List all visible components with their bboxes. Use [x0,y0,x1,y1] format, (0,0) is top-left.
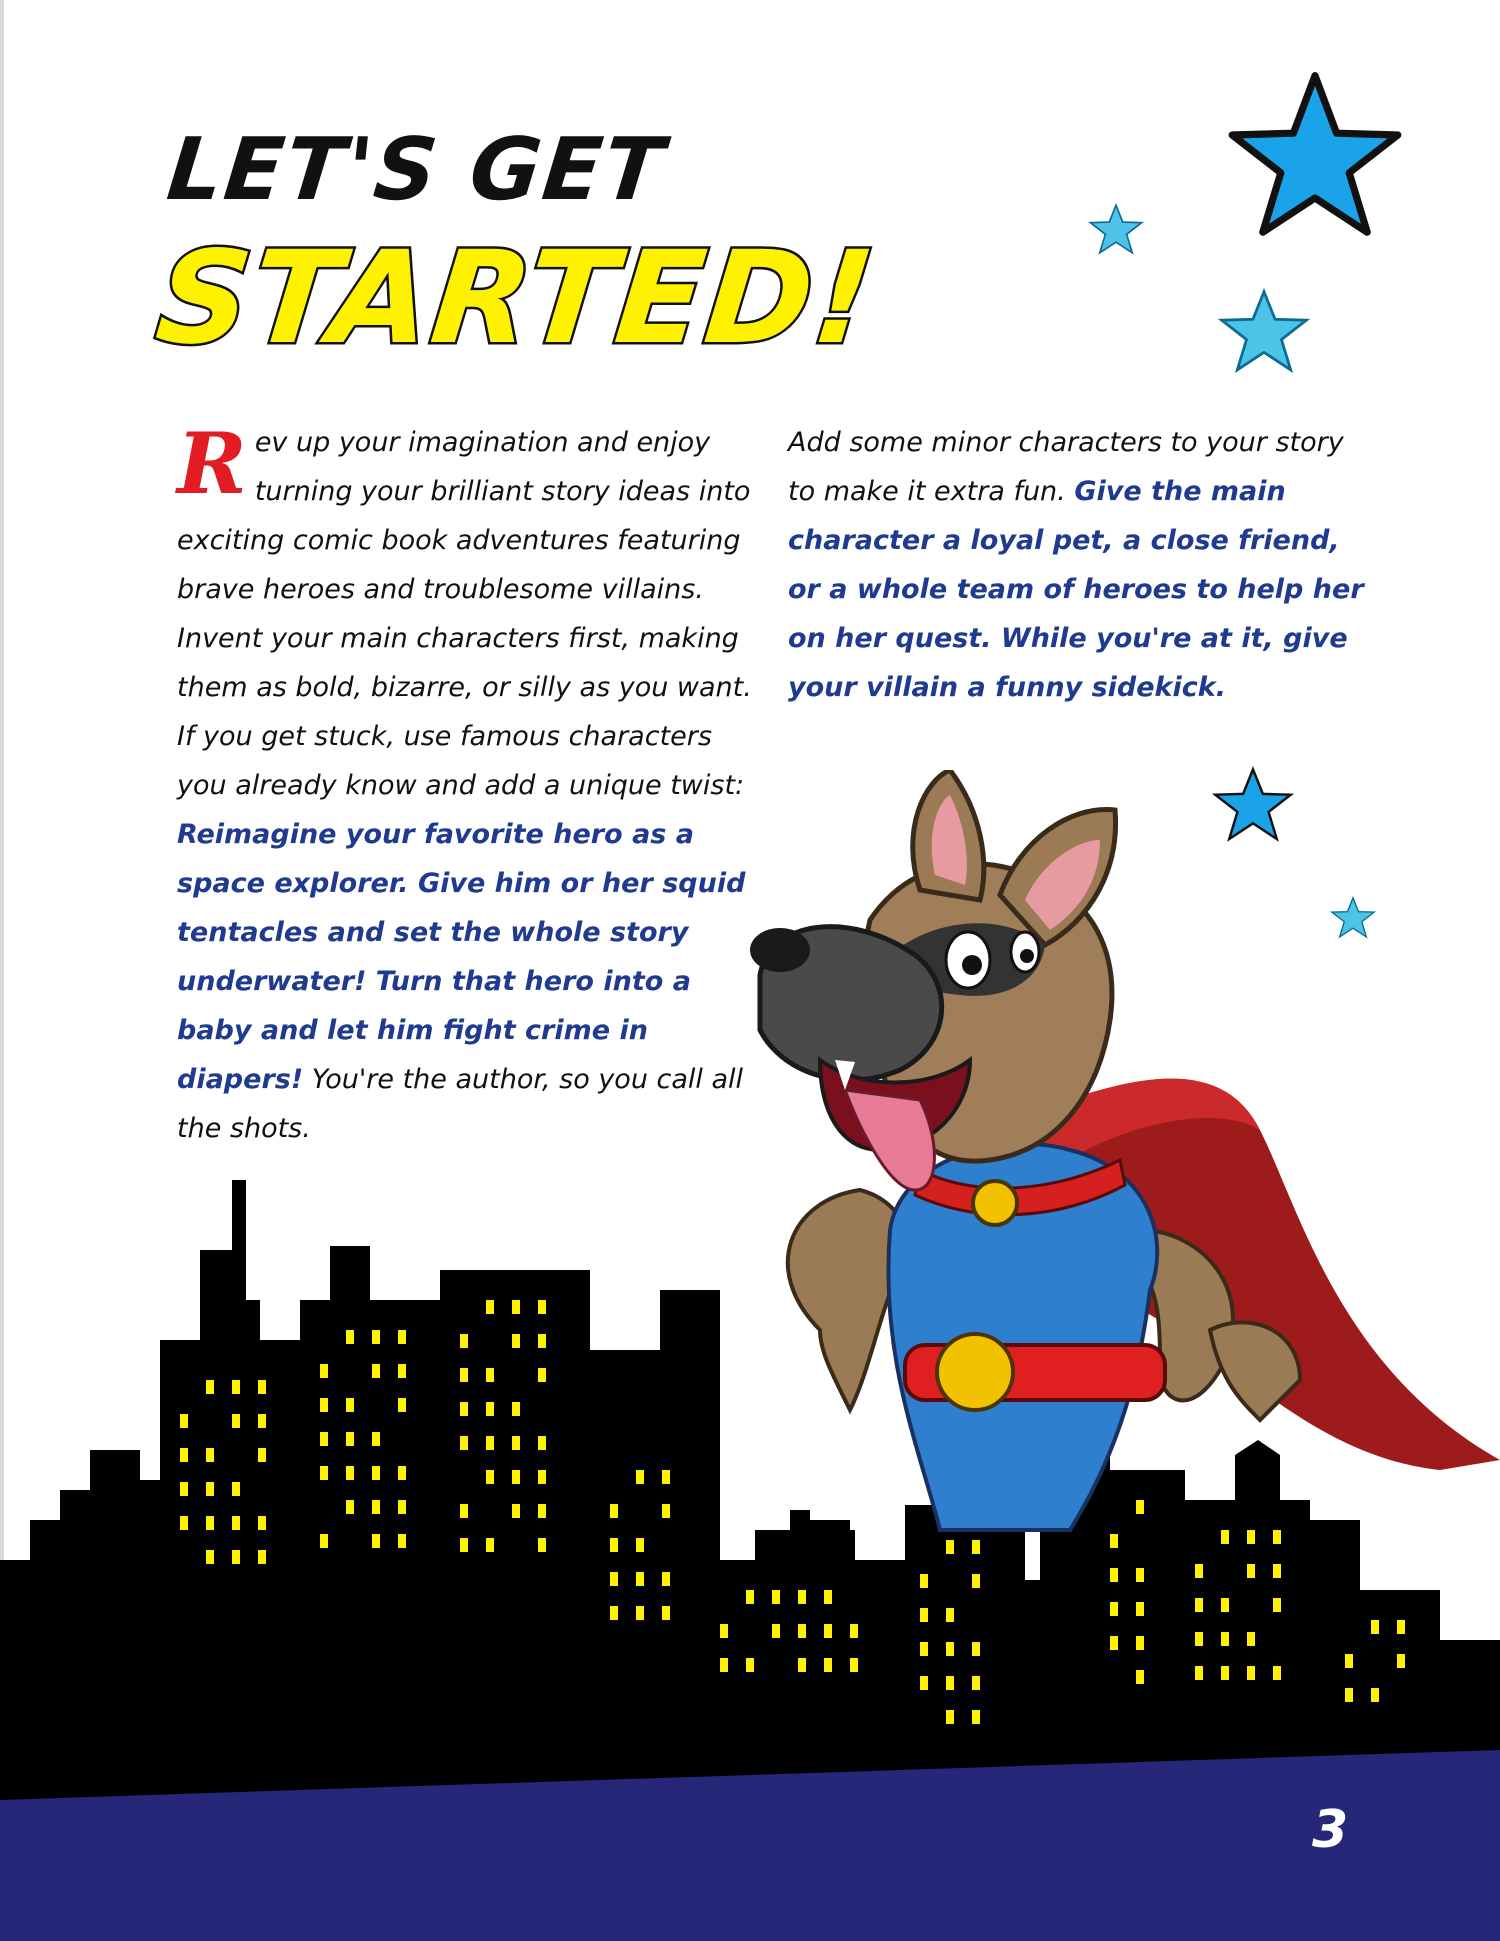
skyline-window [798,1658,806,1672]
skyline-window [398,1534,406,1548]
skyline-window [206,1448,214,1462]
skyline-window [512,1436,520,1450]
skyline-window [1397,1620,1405,1634]
skyline-window [1345,1654,1353,1668]
skyline-window [850,1624,858,1638]
skyline-window [1345,1688,1353,1702]
skyline-window [512,1504,520,1518]
skyline-window [972,1642,980,1656]
skyline-window [720,1624,728,1638]
skyline-window [662,1504,670,1518]
star-icon-large [1225,72,1405,252]
skyline-window [486,1436,494,1450]
skyline-window [180,1516,188,1530]
skyline-window [372,1432,380,1446]
skyline-window [258,1448,266,1462]
skyline-window [372,1500,380,1514]
skyline-window [398,1330,406,1344]
skyline-window [232,1482,240,1496]
skyline-window [460,1538,468,1552]
right-column-intro: Add some minor characters to your story to make it extra fun. [788,427,1344,507]
skyline-window [946,1608,954,1622]
skyline-window [398,1466,406,1480]
skyline-window [538,1470,546,1484]
skyline-window [662,1572,670,1586]
skyline-window [772,1624,780,1638]
skyline-window [610,1572,618,1586]
skyline-window [180,1482,188,1496]
skyline-window [258,1380,266,1394]
skyline-window [662,1606,670,1620]
skyline-window [512,1402,520,1416]
title-line-1: LET'S GET [162,120,670,220]
skyline-window [538,1504,546,1518]
dropcap-letter: R [177,414,247,513]
skyline-window [232,1550,240,1564]
skyline-window [180,1414,188,1428]
skyline-window [920,1608,928,1622]
skyline-window [346,1432,354,1446]
skyline-window [206,1550,214,1564]
skyline-window [920,1676,928,1690]
skyline-window [486,1470,494,1484]
skyline-window [460,1334,468,1348]
skyline-window [1247,1632,1255,1646]
right-column-text [788,418,1368,712]
skyline-window [920,1642,928,1656]
skyline-window [206,1516,214,1530]
skyline-window [1195,1666,1203,1680]
skyline-window [636,1606,644,1620]
skyline-window [460,1436,468,1450]
left-column-outro: You're the author, so you call all the shots. [177,1064,744,1144]
skyline-window [1195,1632,1203,1646]
skyline-window [636,1572,644,1586]
skyline-window [486,1368,494,1382]
skyline-window [258,1516,266,1530]
skyline-window [512,1334,520,1348]
skyline-window [486,1300,494,1314]
skyline-window [1371,1688,1379,1702]
skyline-window [1221,1632,1229,1646]
skyline-window [206,1380,214,1394]
skyline-window [372,1466,380,1480]
skyline-window [1247,1666,1255,1680]
skyline-window [824,1624,832,1638]
skyline-window [398,1364,406,1378]
skyline-window [372,1364,380,1378]
skyline-window [398,1398,406,1412]
skyline-window [946,1676,954,1690]
skyline-window [180,1448,188,1462]
skyline-window [1110,1636,1118,1650]
skyline-window [486,1402,494,1416]
skyline-window [636,1470,644,1484]
skyline-window [320,1364,328,1378]
left-column-intro: ev up your imagination and enjoy turning your brilliant story ideas into exciting comic book adventures featuring brave heroes and troublesome villains. Invent your main characters first, making them as bold, bizarre, or silly as you want. If you get stuck, use famous characters you already know and add a unique twist: [177,427,752,801]
skyline-window [1371,1620,1379,1634]
skyline-window [538,1300,546,1314]
skyline-window [460,1504,468,1518]
skyline-window [610,1538,618,1552]
skyline-window [372,1330,380,1344]
skyline-window [538,1436,546,1450]
skyline-window [232,1516,240,1530]
skyline-window [636,1538,644,1552]
skyline-window [720,1658,728,1672]
skyline-window [662,1470,670,1484]
skyline-window [512,1470,520,1484]
skyline-window [824,1658,832,1672]
skyline-window [398,1500,406,1514]
page-number: 3 [1312,1800,1349,1860]
skyline-window [346,1466,354,1480]
skyline-window [320,1432,328,1446]
star-icon-small-1 [1088,203,1144,259]
skyline-window [972,1710,980,1724]
skyline-window [232,1414,240,1428]
skyline-window [206,1482,214,1496]
skyline-window [320,1398,328,1412]
skyline-window [258,1414,266,1428]
skyline-window [346,1330,354,1344]
footer-band [0,1750,1500,1941]
superhero-dog-illustration [740,770,1500,1610]
skyline-window [972,1676,980,1690]
star-icon-small-2 [1218,288,1310,380]
skyline-window [610,1504,618,1518]
skyline-window [512,1300,520,1314]
skyline-window [610,1606,618,1620]
skyline-window [746,1658,754,1672]
skyline-window [460,1402,468,1416]
title-line-2: STARTED! [150,224,883,373]
skyline-window [346,1500,354,1514]
skyline-window [1397,1654,1405,1668]
skyline-window [1136,1636,1144,1650]
skyline-window [346,1398,354,1412]
skyline-window [946,1642,954,1656]
right-column-emphasis: Give the main character a loyal pet, a close friend, or a whole team of heroes to help her on her quest. While you're at it, give your villain a funny sidekick. [788,476,1364,703]
skyline-window [850,1658,858,1672]
skyline-window [372,1534,380,1548]
skyline-window [486,1538,494,1552]
skyline-window [1221,1666,1229,1680]
left-column-emphasis: Reimagine your favorite hero as a space explorer. Give him or her squid tentacles and set the whole story underwater! Turn that hero into a baby and let him fight crime in diapers! [177,819,746,1095]
skyline-window [1273,1666,1281,1680]
skyline-window [538,1334,546,1348]
skyline-window [320,1534,328,1548]
skyline-window [258,1550,266,1564]
skyline-window [232,1380,240,1394]
skyline-window [946,1710,954,1724]
skyline-window [320,1466,328,1480]
skyline-window [798,1624,806,1638]
skyline-window [1136,1670,1144,1684]
skyline-window [538,1368,546,1382]
skyline-window [460,1368,468,1382]
skyline-window [538,1538,546,1552]
